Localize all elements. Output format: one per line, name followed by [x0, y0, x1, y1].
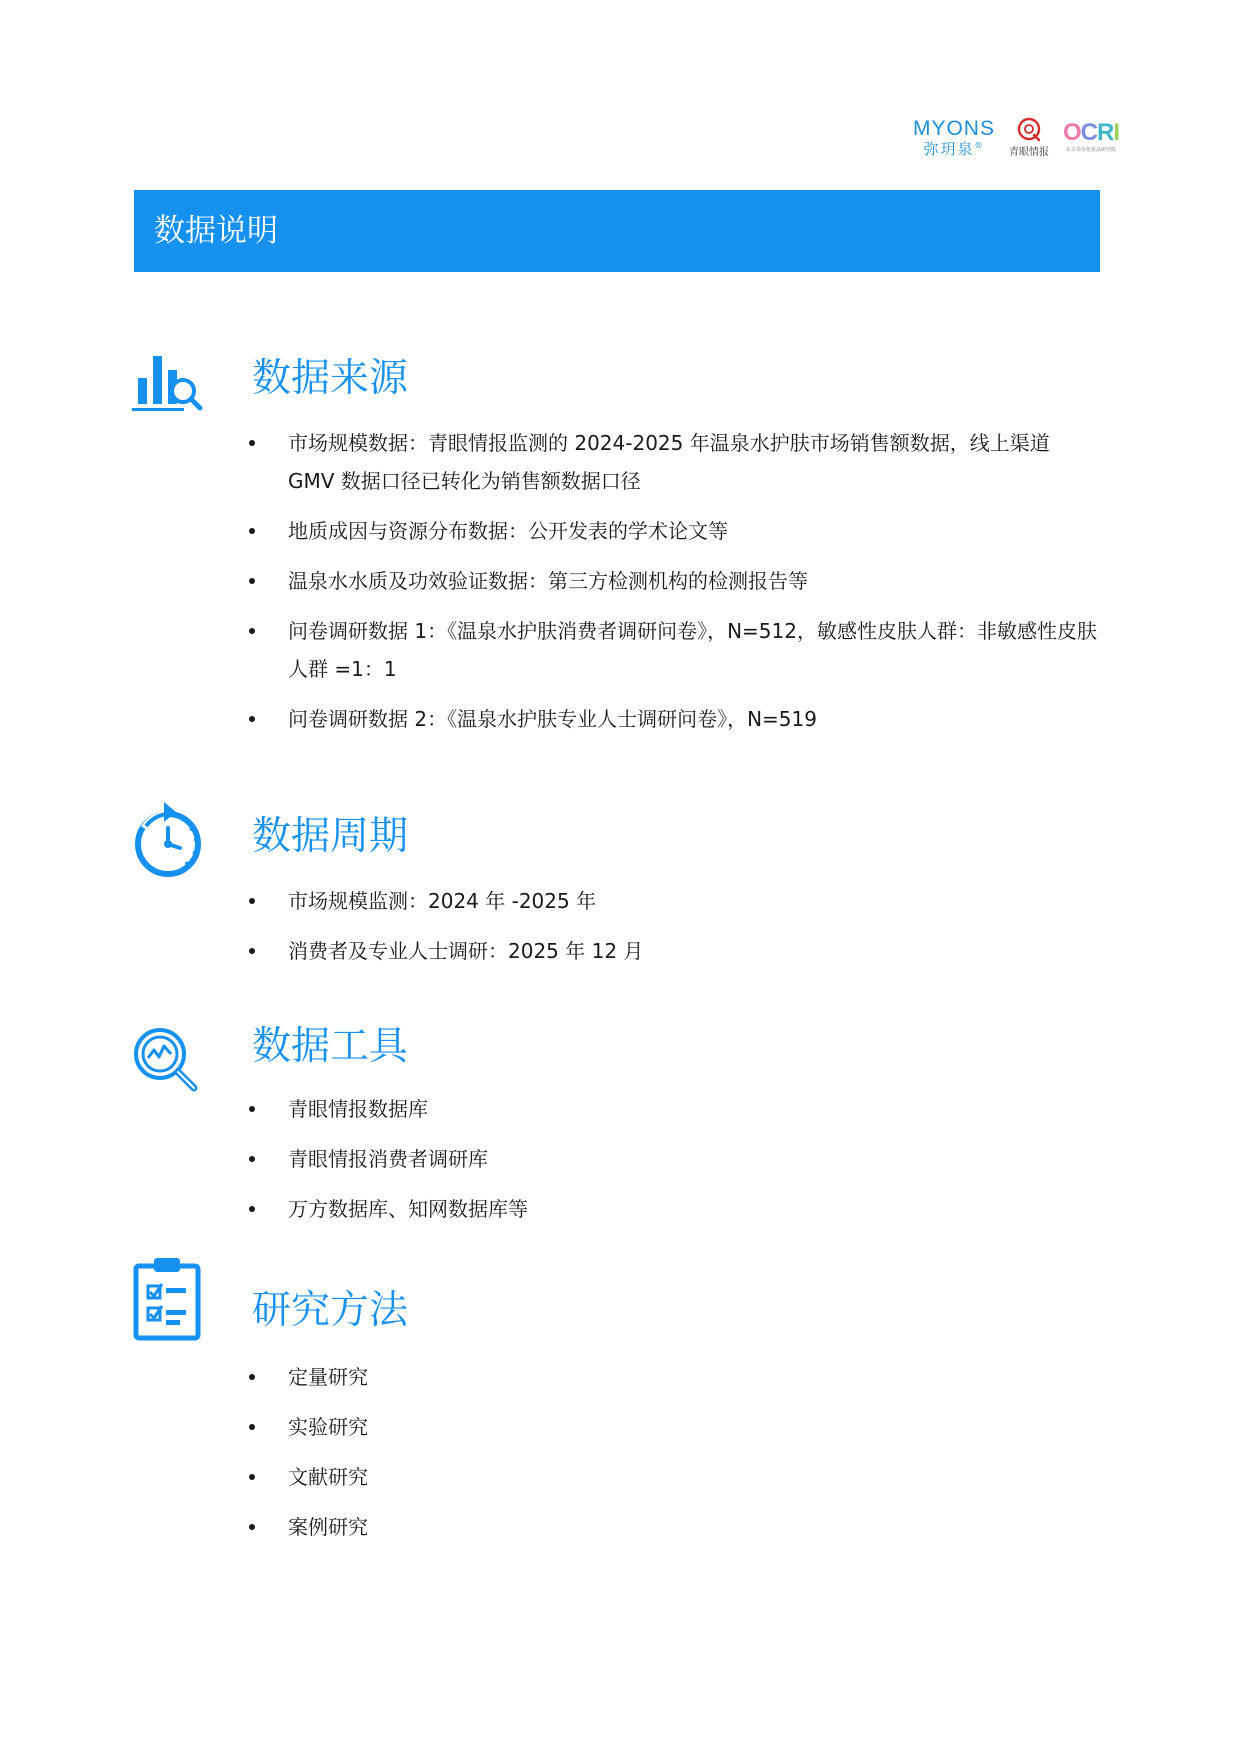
section-title: 数据来源: [252, 356, 409, 401]
section-title: 数据工具: [252, 1024, 409, 1069]
ocri-logo-word: OCRI: [1062, 119, 1119, 146]
clipboard-checklist-icon: [130, 1254, 206, 1342]
magnifier-trend-icon: [130, 1024, 206, 1100]
list-item: 消费者及专业人士调研：2025 年 12 月: [242, 932, 1102, 970]
item-list: [242, 424, 1102, 750]
list-item: 案例研究: [242, 1508, 1102, 1546]
stopwatch-icon: [130, 800, 208, 880]
list-item: 地质成因与资源分布数据：公开发表的学术论文等: [242, 512, 1102, 550]
list-item: 青眼情报消费者调研库: [242, 1140, 1102, 1178]
section-banner: 数据说明: [134, 190, 1100, 272]
list-item: 问卷调研数据 2：《温泉水护肤专业人士调研问卷》，N=519: [242, 700, 1102, 738]
header-logos: [913, 114, 1119, 160]
ocri-logo-sub: 东方美谷化妆品研究院: [1065, 147, 1116, 153]
list-item: 市场规模监测：2024 年 -2025 年: [242, 882, 1102, 920]
myons-logo-cn: 弥玥泉®: [923, 139, 985, 158]
item-list: [242, 1358, 1102, 1558]
section-title: 数据周期: [252, 814, 409, 859]
list-item: 实验研究: [242, 1408, 1102, 1446]
list-item: 定量研究: [242, 1358, 1102, 1396]
item-list: [242, 882, 1102, 982]
list-item: 青眼情报数据库: [242, 1090, 1102, 1128]
item-list: [242, 1090, 1102, 1240]
list-item: 万方数据库、知网数据库等: [242, 1190, 1102, 1228]
list-item: 温泉水水质及功效验证数据：第三方检测机构的检测报告等: [242, 562, 1102, 600]
chart-search-icon: [130, 348, 206, 414]
list-item: 文献研究: [242, 1458, 1102, 1496]
ocri-logo: [1063, 121, 1119, 153]
list-item: 市场规模数据：青眼情报监测的 2024-2025 年温泉水护肤市场销售额数据，线上渠道 GMV 数据口径已转化为销售额数据口径: [242, 424, 1102, 500]
myons-logo-en: MYONS: [912, 116, 995, 140]
qingyan-logo: [1009, 116, 1049, 158]
section-title: 研究方法: [252, 1288, 409, 1333]
myons-logo: [913, 118, 995, 157]
list-item: 问卷调研数据 1：《温泉水护肤消费者调研问卷》，N=512，敏感性皮肤人群：非敏感性皮肤人群 =1：1: [242, 612, 1102, 688]
qingyan-logo-text: 青眼情报: [1008, 147, 1049, 158]
qingyan-eye-icon: [1016, 116, 1042, 142]
